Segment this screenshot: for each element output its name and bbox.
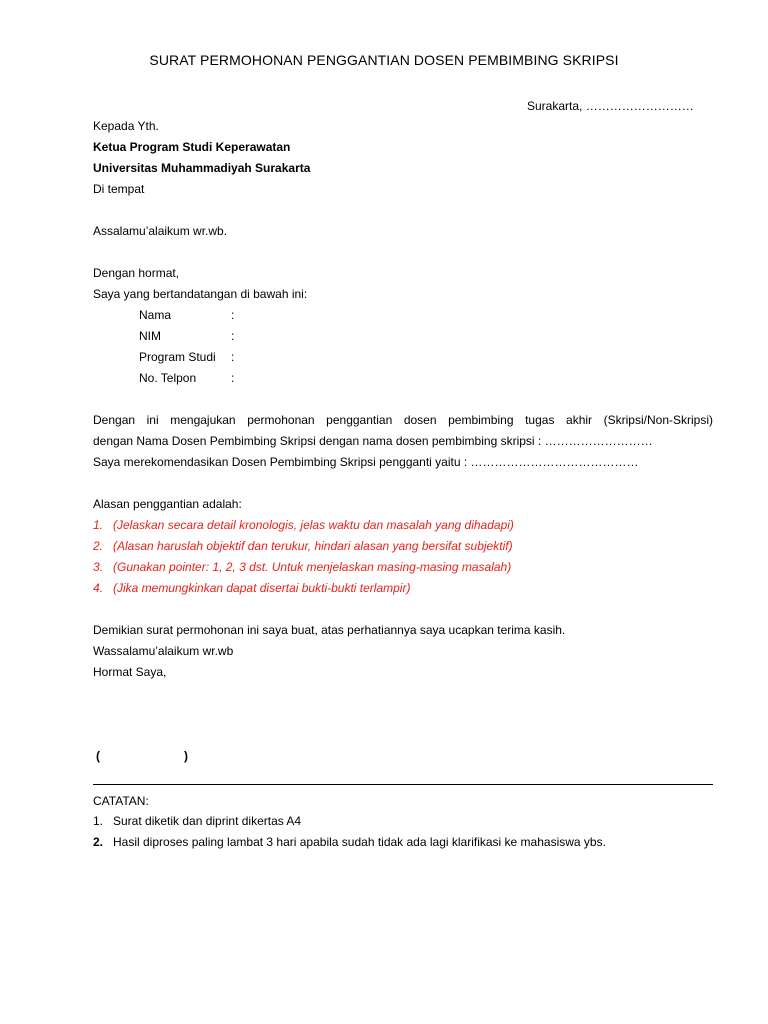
divider-line xyxy=(93,784,713,785)
reason-item xyxy=(93,517,514,533)
reason-text: (Alasan haruslah objektif dan terukur, hindari alasan yang bersifat subjektif) xyxy=(113,539,513,553)
reason-number: 1. xyxy=(93,518,104,532)
field-label-program-studi: Program Studi xyxy=(139,350,216,364)
note-number: 1. xyxy=(93,814,104,828)
salam-open: Assalamu’alaikum wr.wb. xyxy=(93,224,228,238)
recipient-kepada: Kepada Yth. xyxy=(93,119,159,133)
recipient-line1: Ketua Program Studi Keperawatan xyxy=(93,140,291,154)
reason-text: (Jika memungkinkan dapat disertai bukti-bukti terlampir) xyxy=(113,581,411,595)
note-item xyxy=(93,813,301,829)
reason-number: 3. xyxy=(93,560,104,574)
reason-text: (Jelaskan secara detail kronologis, jelas waktu dan masalah yang dihadapi) xyxy=(113,518,514,532)
reason-number: 2. xyxy=(93,539,104,553)
field-label-no-telpon: No. Telpon xyxy=(139,371,197,385)
place-date: Surakarta, ……………………… xyxy=(527,99,694,113)
recipient-line3: Di tempat xyxy=(93,182,145,196)
reason-number: 4. xyxy=(93,581,104,595)
reason-item xyxy=(93,580,410,596)
field-label-nama: Nama xyxy=(139,308,172,322)
salam-close: Wassalamu’alaikum wr.wb xyxy=(93,644,234,658)
intro-line: Saya yang bertandatangan di bawah ini: xyxy=(93,287,308,301)
field-colon: : xyxy=(231,308,235,322)
reasons-heading: Alasan penggantian adalah: xyxy=(93,497,242,511)
field-colon: : xyxy=(231,329,235,343)
field-colon: : xyxy=(231,350,235,364)
field-colon: : xyxy=(231,371,235,385)
dengan-hormat: Dengan hormat, xyxy=(93,266,180,280)
reason-item xyxy=(93,538,513,554)
closing-demikian: Demikian surat permohonan ini saya buat, atas perhatiannya saya ucapkan terima kasih. xyxy=(93,623,566,637)
letter-title: SURAT PERMOHONAN PENGGANTIAN DOSEN PEMBIMBING SKRIPSI xyxy=(149,52,619,68)
note-number: 2. xyxy=(93,835,104,849)
note-item xyxy=(93,834,606,850)
recipient-line2: Universitas Muhammadiyah Surakarta xyxy=(93,161,311,175)
note-text: Surat diketik dan diprint dikertas A4 xyxy=(113,814,302,828)
signature-open-paren: ( xyxy=(96,749,100,763)
hormat-saya: Hormat Saya, xyxy=(93,665,167,679)
body-line-1: Dengan ini mengajukan permohonan penggantian dosen pembimbing tugas akhir (Skripsi/Non-Skripsi) xyxy=(93,413,713,427)
field-label-nim: NIM xyxy=(139,329,161,343)
notes-heading: CATATAN: xyxy=(93,794,149,808)
reason-text: (Gunakan pointer: 1, 2, 3 dst. Untuk menjelaskan masing-masing masalah) xyxy=(113,560,512,574)
note-text: Hasil diproses paling lambat 3 hari apabila sudah tidak ada lagi klarifikasi ke mahasiswa ybs. xyxy=(113,835,606,849)
signature-close-paren: ) xyxy=(184,749,188,763)
body-line-2: dengan Nama Dosen Pembimbing Skripsi dengan nama dosen pembimbing skripsi : ……………………… xyxy=(93,434,653,448)
reason-item xyxy=(93,559,511,575)
body-line-3: Saya merekomendasikan Dosen Pembimbing Skripsi pengganti yaitu : …………………………………… xyxy=(93,455,639,469)
